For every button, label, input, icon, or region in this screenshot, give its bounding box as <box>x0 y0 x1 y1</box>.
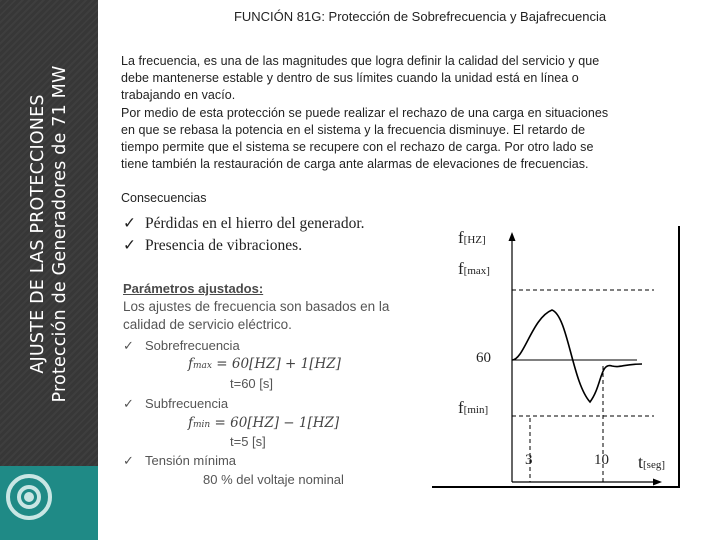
vertical-title-text <box>27 66 71 403</box>
formula-rest: = 60[HZ] − 1[HZ] <box>210 415 340 431</box>
paragraph-line: La frecuencia, es una de las magnitudes que logra definir la calidad del servicio y que <box>121 54 600 68</box>
frequency-graph <box>432 226 680 488</box>
fmax-f: f <box>458 259 464 278</box>
vertical-title-line1: AJUSTE DE LAS PROTECCIONES <box>28 94 48 374</box>
logo-dot <box>24 492 34 502</box>
list-item-text: Pérdidas en el hierro del generador. <box>145 215 365 232</box>
y-axis-label <box>458 228 486 248</box>
params-desc-line1: Los ajustes de frecuencia son basados en la <box>123 299 390 314</box>
logo <box>0 466 98 540</box>
fmin-f: f <box>458 398 464 417</box>
param-over <box>123 338 240 354</box>
paragraph-line: Por medio de esta protección se puede realizar el rechazo de una carga en situaciones <box>121 105 609 120</box>
vertical-title-line2: Protección de Generadores de 71 MW <box>50 65 70 403</box>
paragraph-line: en que se rebasa la potencia en el sistema y la frecuencia disminuye. El retardo de <box>121 122 586 137</box>
y-axis-unit: [HZ] <box>463 234 486 246</box>
param-over-label: Sobrefrecuencia <box>145 338 240 353</box>
paragraph-line: tiempo permite que el sistema se recupere con el rechazo de carga. Por otro lado se <box>121 140 594 155</box>
check-icon: ✓ <box>123 215 136 232</box>
param-under <box>123 396 228 412</box>
x-axis-arrow <box>653 479 662 486</box>
intro-paragraph <box>121 53 689 173</box>
fmin-label <box>458 398 488 418</box>
formula-fmax <box>188 356 341 372</box>
list-item <box>123 213 365 235</box>
check-icon: ✓ <box>123 453 134 468</box>
paragraph-line: tiene también la restauración de carga ante alarmas de elevaciones de frecuencias. <box>121 157 589 172</box>
nominal-label: 60 <box>476 350 491 366</box>
x-axis-label <box>638 452 665 473</box>
y-axis-f: f <box>458 228 464 247</box>
param-voltage-label: Tensión mínima <box>145 453 237 468</box>
formula-sub: min <box>193 420 211 430</box>
sidebar <box>0 0 98 540</box>
param-under-label: Subfrecuencia <box>145 396 229 411</box>
frequency-curve <box>512 310 642 402</box>
vertical-title <box>0 0 98 468</box>
consequences-list <box>123 213 365 257</box>
list-item <box>123 235 365 257</box>
params-desc-line2: calidad de servicio eléctrico. <box>123 317 292 332</box>
paragraph-line: trabajando en vacío. <box>121 88 236 103</box>
page-title: FUNCIÓN 81G: Protección de Sobrefrecuencia y Bajafrecuencia <box>233 9 607 24</box>
formula-f: f <box>188 356 193 372</box>
paragraph-line: debe mantenerse estable y dentro de sus límites cuando la unidad está en línea o <box>121 71 579 86</box>
list-item-text: Presencia de vibraciones. <box>145 237 303 254</box>
check-icon: ✓ <box>123 396 134 411</box>
consequences-label: Consecuencias <box>121 191 207 205</box>
x-axis-unit: [seg] <box>643 459 666 471</box>
fmax-label <box>458 259 490 279</box>
fmin-sub: [min] <box>463 404 489 416</box>
x-axis-t: t <box>638 452 644 472</box>
formula-rest: = 60[HZ] + 1[HZ] <box>211 356 341 372</box>
param-over-time: t=60 [s] <box>230 376 273 391</box>
formula-fmin <box>188 415 339 431</box>
params-heading: Parámetros ajustados: <box>123 281 264 296</box>
params-block <box>123 280 413 334</box>
tick-3-label: 3 <box>525 452 533 468</box>
tick-10-label: 10 <box>594 452 609 468</box>
param-voltage <box>123 453 236 469</box>
check-icon: ✓ <box>123 338 134 353</box>
formula-f: f <box>188 415 193 431</box>
check-icon: ✓ <box>123 237 136 254</box>
formula-sub: max <box>193 361 212 371</box>
param-voltage-value: 80 % del voltaje nominal <box>203 472 344 487</box>
y-axis-arrow <box>509 232 516 241</box>
param-under-time: t=5 [s] <box>230 434 266 449</box>
fmax-sub: [max] <box>463 265 490 277</box>
